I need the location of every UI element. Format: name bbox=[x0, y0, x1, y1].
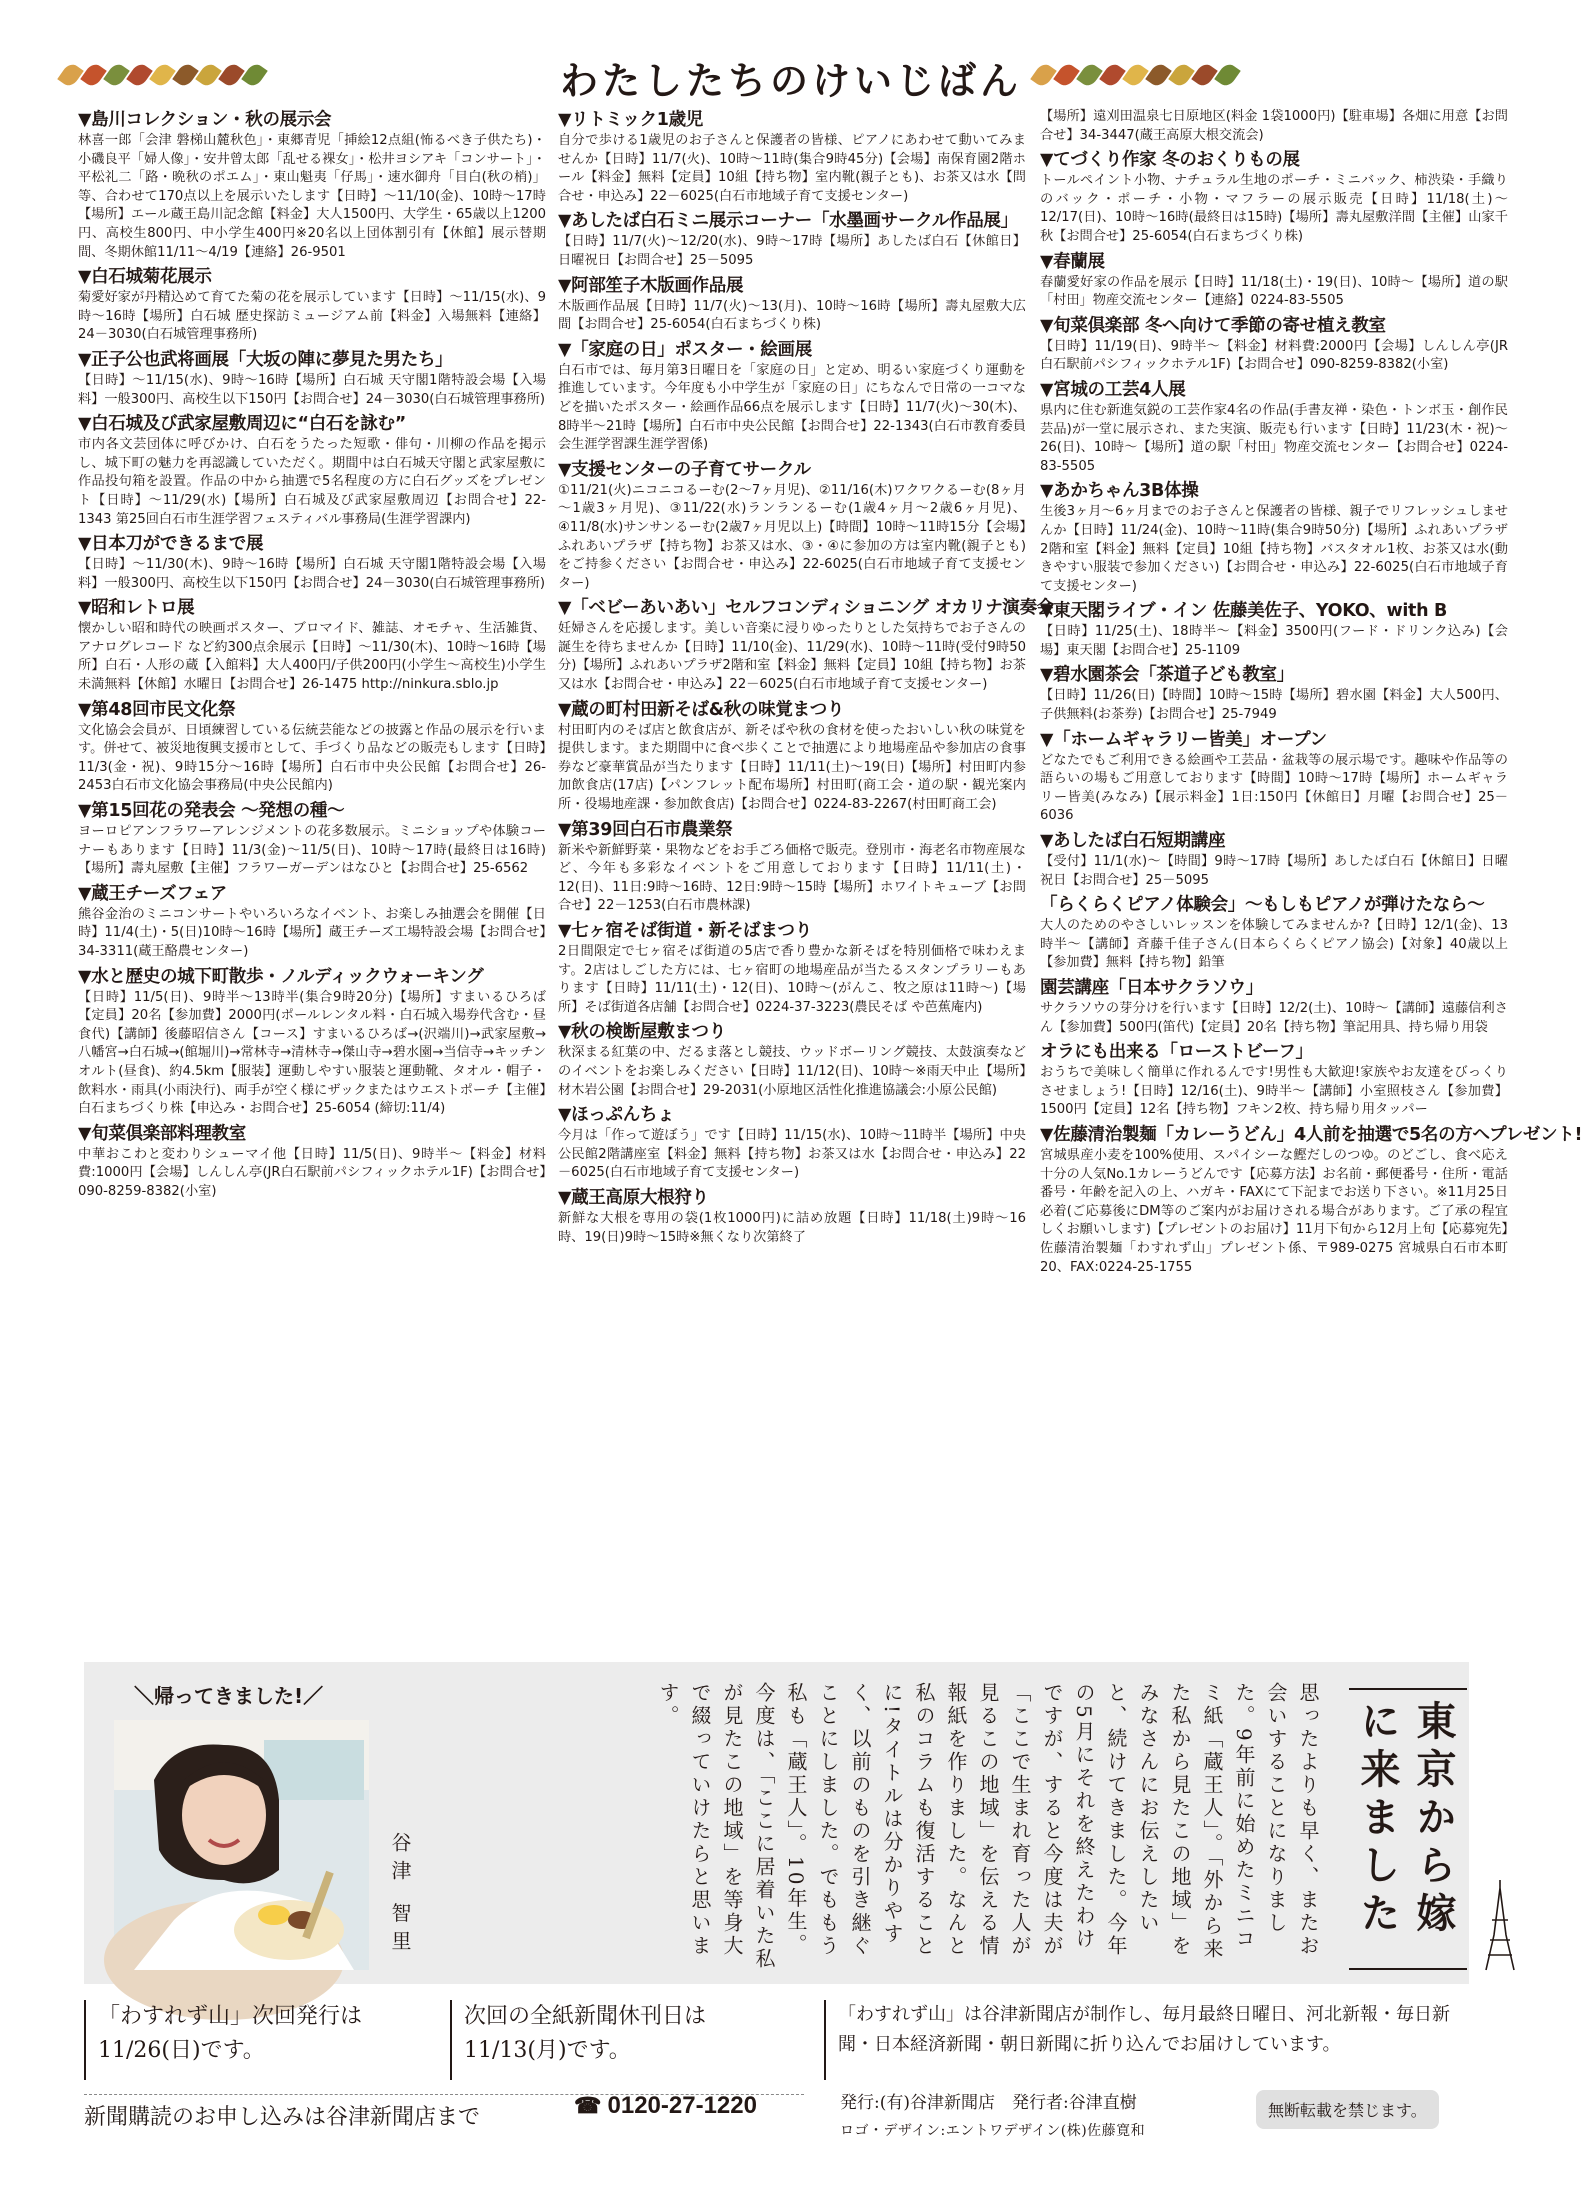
event-item bbox=[1040, 479, 1508, 596]
event-body: 大人のためのやさしいレッスンを体験してみませんか?【日時】12/1(金)、13時半～【講師】斉藤千佳子さん(日本らくらくピアノ協会)【対象】40歳以上【参加費】無料【持ち物】鉛筆 bbox=[1040, 918, 1508, 971]
event-item bbox=[1040, 976, 1508, 1037]
event-body: 【日時】～11/30(木)、9時～16時【場所】白石城 天守閣1階特設会場【入場料】一般300円、高校生以下150円【お問合せ】24－3030(白石城管理事務所) bbox=[78, 557, 546, 591]
event-body: 木版画作品展【日時】11/7(火)～13(月)、10時～16時【場所】壽丸屋敷大広間【お問合せ】25-6054(白石まちづくり株) bbox=[558, 298, 1026, 333]
event-title: ▼日本刀ができるまで展 bbox=[78, 534, 264, 555]
event-title: ▼第48回市民文化祭 bbox=[78, 699, 236, 720]
event-title: ▼「ホームギャラリー皆美」オープン bbox=[1040, 729, 1327, 750]
event-body: 熊谷金治のミニコンサートやいろいろなイベント、お楽しみ抽選会を開催【日時】11/4(土)・5(日)10時～16時【場所】蔵王チーズ工場特設会場【お問合せ】34-3311(蔵王酪農センター) bbox=[78, 906, 546, 959]
column-1 bbox=[78, 108, 546, 1648]
subscribe-text: 新聞購読のお申し込みは谷津新聞店まで bbox=[84, 2094, 804, 2135]
photo-label: ＼帰ってきました!／ bbox=[134, 1684, 324, 1708]
event-item bbox=[558, 274, 1026, 335]
event-item bbox=[558, 338, 1026, 455]
event-item bbox=[78, 596, 546, 694]
leaf-icon bbox=[1099, 61, 1126, 89]
event-title: ▼七ヶ宿そば街道・新そばまつり bbox=[558, 921, 812, 941]
event-body: 自分で歩ける1歳児のお子さんと保護者の皆様、ピアノにあわせて動いてみませんか【日時】11/7(火)、10時～11時(集合9時45分)【会場】南保育園2階ホール【料金】無料【定員】10組【持ち物】室内靴(親子とも)、お茶又は水【問合せ・申込み】22－6025(白石市地域子育て支援センター) bbox=[558, 133, 1026, 204]
leaf-icon bbox=[241, 61, 268, 89]
event-body: 2日間限定で七ヶ宿そば街道の5店で香り豊かな新そばを特別価格で味わえます。2店はしごした方には、七ヶ宿町の地場産品が当たるスタンプラリーもあります【日時】11/11(土)・12(日)、10時～(がんこ、牧之原は11時～)【場所】そば街道各店舗【お問合せ】0224-37-3223(農民そば や芭蕉庵内) bbox=[558, 944, 1026, 1015]
about-notice: 「わすれず山」は谷津新聞店が制作し、毎月最終日曜日、河北新報・毎日新聞・日本経済新聞・朝日新聞に折り込んでお届けしています。 bbox=[824, 2000, 1469, 2080]
event-title: ▼水と歴史の城下町散歩・ノルディックウォーキング bbox=[78, 966, 484, 987]
event-item bbox=[558, 458, 1026, 594]
leaf-icon bbox=[1076, 61, 1103, 89]
event-body: 【日時】11/7(火)～12/20(水)、9時～17時【場所】あしたば白石【休館日】日曜祝日【お問合せ】25－5095 bbox=[558, 234, 1026, 268]
event-title: ▼あかちゃん3B体操 bbox=[1040, 481, 1199, 502]
event-title: ▼宮城の工芸4人展 bbox=[1040, 379, 1186, 400]
event-body: 今月は「作って遊ぼう」です【日時】11/15(水)、10時～11時半【場所】中央公民館2階講座室【料金】無料【持ち物】お茶又は水【お問合せ・申込み】22－6025(白石市地域子育て支援センター) bbox=[558, 1128, 1026, 1181]
event-item bbox=[78, 799, 546, 879]
page-header bbox=[0, 50, 1553, 103]
publisher-info: 発行:(有)谷津新聞店 発行者:谷津直樹 bbox=[840, 2093, 1137, 2113]
event-title: ▼白石城及び武家屋敷周辺に“白石を詠む” bbox=[78, 414, 406, 435]
event-item bbox=[558, 108, 1026, 206]
event-item bbox=[558, 1103, 1026, 1183]
design-credit: ロゴ・デザイン:エントワデザイン(株)佐藤寛和 bbox=[840, 2123, 1146, 2139]
event-title: ▼佐藤清治製麺「カレーうどん」4人前を抽選で5名の方へプレゼント! bbox=[1040, 1124, 1582, 1145]
event-title: ▼島川コレクション・秋の展示会 bbox=[78, 110, 332, 130]
event-title: ▼リトミック1歳児 bbox=[558, 110, 704, 130]
event-title: ▼春蘭展 bbox=[1040, 251, 1105, 272]
event-title: ▼正子公也武将画展「大坂の陣に夢見た男たち」 bbox=[78, 349, 453, 370]
leaf-icon bbox=[126, 61, 153, 89]
event-body: 【日時】11/5(日)、9時半～13時半(集合9時20分)【場所】すまいるひろば【定員】20名【参加費】2000円(ポールレンタル料・白石城入場券代含む・昼食代)【講師】後藤昭信さん【コース】すまいるひろば→(沢端川)→武家屋敷→八幡宮→白石城→(館堀川)→常林寺→清林寺→傑山寺→碧水園→当信寺→キッチンオルト(昼食)、約4.5km【服装】運動しやすい服装と運動靴、タオル・帽子・飲料水・雨具(小雨決行)、両手が空く様にザックまたはウエストポーチ【主催】白石まちづくり株【申込み・お問合せ】25-6054 (締切:11/4) bbox=[78, 989, 546, 1117]
leaf-icon bbox=[80, 61, 107, 89]
event-body: 【日時】～11/15(水)、9時～16時【場所】白石城 天守閣1階特設会場【入場料】一般300円、高校生以下150円【お問合せ】24－3030(白石城管理事務所) bbox=[78, 372, 546, 407]
event-title: ▼碧水園茶会「茶道子ども教室」 bbox=[1040, 665, 1294, 686]
event-body: 新米や新鮮野菜・果物などをお手ごろ価格で販売。登別市・海老名市物産展など、今年も多彩なイベントをご用意しております【日時】11/11(土)・12(日)、11日:9時～16時、12日:9時～15時【場所】ホワイトキューブ【お問合せ】22－1253(白石市農林課) bbox=[558, 842, 1026, 914]
event-item bbox=[1040, 1040, 1508, 1120]
event-title: 園芸講座「日本サクラソウ」 bbox=[1040, 978, 1263, 998]
event-item bbox=[78, 108, 546, 262]
event-item bbox=[558, 919, 1026, 1017]
event-title: ▼あしたば白石短期講座 bbox=[1040, 831, 1226, 852]
event-item bbox=[78, 412, 546, 529]
leaf-icon bbox=[1053, 61, 1080, 89]
leaf-icon bbox=[149, 61, 176, 89]
event-title: 「らくらくピアノ体験会」～もしもピアノが弾けたなら～ bbox=[1040, 895, 1485, 916]
event-body: 市内各文芸団体に呼びかけ、白石をうたった短歌・俳句・川柳の作品を掲示し、城下町の魅力を再認識していただく。期間中は白石城天守閣と武家屋敷に作品投句箱を設置。作品の中から抽選で5名程度の方に白石グッズをプレゼント【日時】～11/29(水)【場所】白石城及び武家屋敷周辺【お問合せ】22-1343 第25回白石市生涯学習フェスティバル事務局(生涯学習課内) bbox=[78, 437, 546, 527]
event-item bbox=[558, 698, 1026, 815]
event-item bbox=[1040, 1123, 1582, 1277]
event-item bbox=[1040, 728, 1508, 826]
event-body: 【日時】11/19(日)、9時半～【料金】材料費:2000円【会場】しんしん亭(JR白石駅前パシフィックホテル1F)【お問合せ】090-8259-8382(小室) bbox=[1040, 338, 1508, 373]
event-title: ▼蔵王高原大根狩り bbox=[558, 1187, 709, 1208]
event-body: 【日時】11/25(土)、18時半～【料金】3500円(フード・ドリンク込み)【会場】東天閣【お問合せ】25-1109 bbox=[1040, 624, 1508, 658]
column-body: 思ったよりも早く、またお会いすることになりました。9年前に始めたミニコミ紙「蔵王人」。「外から来た私から見たこの地域」をみなさんにお伝えしたいと、続けてきました。今年の5月にそれを終えたわけですが、すると今度は夫が「ここで生まれ育った人が見るこの地域」を伝える情報紙を作りました。なんと私のコラムも復活することに!タイトルは分かりやすく、以前のものを引き継ぐことにしました。でももう私も「蔵王人」。10年生。今度は、「ここに居着いた私が見たこの地域」を等身大で綴っていけたらと思います。 bbox=[656, 1682, 1320, 1971]
event-title: ▼「ベビーあいあい」セルフコンディショニング オカリナ演奏会 bbox=[558, 598, 1054, 619]
event-title: ▼白石城菊花展示 bbox=[78, 267, 212, 288]
event-item bbox=[78, 265, 546, 345]
event-item bbox=[558, 1020, 1026, 1100]
leaf-icon bbox=[1191, 61, 1218, 89]
event-title: ▼旬菜倶楽部 冬へ向けて季節の寄せ植え教室 bbox=[1040, 315, 1386, 336]
event-title: ▼蔵王チーズフェア bbox=[78, 883, 228, 904]
no-copy-badge: 無断転載を禁じます。 bbox=[1256, 2090, 1439, 2129]
event-title: オラにも出来る「ローストビーフ」 bbox=[1040, 1042, 1313, 1063]
event-item bbox=[1040, 148, 1508, 246]
event-item bbox=[78, 965, 546, 1119]
event-title: ▼第39回白石市農業祭 bbox=[558, 819, 733, 840]
event-body: ①11/21(火)ニコニコるーむ(2～7ヶ月児)、②11/16(木)ワクワクるーむ(8ヶ月～1歳3ヶ月児)、③11/22(水)ランランるーむ(1歳4ヶ月～2歳6ヶ月児)、④11/8(水)サンサンるーむ(2歳7ヶ月児以上)【時間】10時～11時15分【会場】ふれあいプラザ【持ち物】お茶又は水、③・④に参加の方は室内靴(親子とも)をご持参ください【お問合せ・申込み】22-6025(白石市地域子育て支援センター) bbox=[558, 482, 1026, 591]
event-body: 秋深まる紅葉の中、だるま落とし競技、ウッドボーリング競技、太鼓演奏などのイベントをお楽しみください【日時】11/12(日)、10時～※雨天中止【場所】材木岩公園【お問合せ】29-2031(小原地区活性化推進協議会:小原公民館) bbox=[558, 1045, 1026, 1098]
leaf-icon bbox=[1145, 61, 1172, 89]
event-body: 【受付】11/1(水)～【時間】9時～17時【場所】あしたば白石【休館日】日曜祝日【お問合せ】25－5095 bbox=[1040, 854, 1508, 888]
event-title: ▼蔵の町村田新そば&秋の味覚まつり bbox=[558, 699, 845, 720]
event-item bbox=[78, 882, 546, 962]
event-item bbox=[78, 698, 546, 796]
event-body: 林喜一郎「会津 磐梯山麓秋色」・東郷青児「挿絵12点組(怖るべき子供たち)・小磯良平「婦人像」・安井曾太郎「乱せる裸女」・松井ヨシアキ「コンサート」・平松礼二「路・晩秋のポエム」・東山魁夷「仔馬」・速水御舟「目白(秋の梢)」等、合わせて170点以上を展示いたします【日時】～11/10(金)、10時～17時【場所】エール蔵王島川記念館【料金】大人1500円、大学生・65歳以上1200円、高校生800円、中小学生400円※20名以上団体割引有【休館】展示替期間、冬期休館11/11～4/19【連絡】26-9501 bbox=[78, 133, 546, 260]
event-body: 新鮮な大根を専用の袋(1枚1000円)に詰め放題【日時】11/18(土)9時～16時、19(日)9時～15時※無くなり次第終了 bbox=[558, 1210, 1026, 1245]
bulletin-columns bbox=[48, 108, 1582, 1648]
leaf-icon bbox=[1214, 61, 1241, 89]
event-title: ▼「家庭の日」ポスター・絵画展 bbox=[558, 339, 812, 360]
event-body: 春蘭愛好家の作品を展示【日時】11/18(土)・19(日)、10時～【場所】道の駅「村田」物産交流センター【連絡】0224-83-5505 bbox=[1040, 274, 1508, 309]
leaf-icon bbox=[1030, 61, 1057, 89]
event-body: サクラソウの芽分けを行います【日時】12/2(土)、10時～【講師】遠藤信利さん【参加費】500円(笛代)【定員】20名【持ち物】筆記用具、持ち帰り用袋 bbox=[1040, 1001, 1508, 1035]
next-issue-notice: 「わすれず山」次回発行は11/26(日)です。 bbox=[84, 2000, 404, 2080]
event-body: トールペイント小物、ナチュラル生地のポーチ・ミニバック、柿渋染・手織りのバック・ポーチ・小物・マフラーの展示販売【日時】11/18(土)～12/17(日)、10時～16時(最終日は15時)【場所】壽丸屋敷洋間【主催】山家千秋【お問合せ】25-6054(白石まちづくり株) bbox=[1040, 173, 1508, 244]
leaf-icon bbox=[172, 61, 199, 89]
phone-number: 0120-27-1220 bbox=[607, 2092, 757, 2119]
column-author: 谷津 智里 bbox=[388, 1832, 412, 1959]
leaf-icon bbox=[1168, 61, 1195, 89]
event-body: どなたでもご利用できる絵画や工芸品・盆栽等の展示場です。趣味や作品等の語らいの場もご用意しております【時間】10時～17時【場所】ホームギャラリー皆美(みなみ)【展示料金】1日:150円【休館日】月曜【お問合せ】25－6036 bbox=[1040, 752, 1508, 824]
event-title: ▼第15回花の発表会 ～発想の種～ bbox=[78, 801, 345, 822]
author-photo-illustration bbox=[114, 1720, 369, 1970]
event-title: ▼支援センターの子育てサークル bbox=[558, 459, 811, 480]
event-item bbox=[558, 1186, 1026, 1247]
free-dial-number[interactable] bbox=[574, 2092, 757, 2120]
event-item bbox=[558, 818, 1026, 916]
leaf-icon bbox=[57, 61, 84, 89]
event-title: ▼ほっぷんちょ bbox=[558, 1105, 675, 1126]
event-body: 宮城県産小麦を100%使用、スパイシーな鰹だしのつゆ。のどごし、食べ応え十分の人気No.1カレーうどんです【応募方法】お名前・郵便番号・住所・電話番号・年齢を記入の上、ハガキ・FAXにて下記までお送り下さい。※11月25日必着(ご応募後にDM等のご案内がお届けされる場合があります。ご了承の程宜しくお願いします)【プレゼントのお届け】11月下旬から12月上旬【応募宛先】佐藤清治製麺「わすれず山」プレゼント係、〒989-0275 宮城県白石市本町20、FAX:0224-25-1755 bbox=[1040, 1147, 1508, 1275]
event-title: ▼昭和レトロ展 bbox=[78, 598, 195, 619]
column-title: 東京から嫁に来ました bbox=[1349, 1688, 1467, 1970]
event-body: ヨーロピアンフラワーアレンジメントの花多数展示。ミニショップや体験コーナーもあります【日時】11/3(金)～11/5(日)、10時～17時(最終日は16時)【場所】壽丸屋敷【主催】フラワーガーデンはなひと【お問合せ】25-6562 bbox=[78, 824, 546, 877]
author-photo bbox=[114, 1720, 369, 1970]
event-item bbox=[558, 596, 1054, 694]
column-2 bbox=[558, 108, 1054, 1648]
leaf-decoration-right bbox=[1035, 64, 1236, 86]
event-item bbox=[1040, 663, 1508, 724]
event-item bbox=[78, 348, 546, 409]
tokyo-tower-icon bbox=[1480, 1880, 1520, 1970]
event-item bbox=[78, 532, 546, 593]
event-item bbox=[1040, 893, 1508, 973]
event-title: ▼てづくり作家 冬のおくりもの展 bbox=[1040, 150, 1300, 171]
event-title: ▼東天閣ライブ・イン 佐藤美佐子、YOKO、with B bbox=[1040, 601, 1448, 622]
column-feature bbox=[84, 1662, 1469, 1984]
page-footer bbox=[84, 1990, 1469, 2170]
event-item bbox=[1040, 829, 1508, 890]
event-body: 生後3ヶ月～6ヶ月までのお子さんと保護者の皆様、親子でリフレッシュしませんか【日時】11/24(金)、10時～11時(集合9時50分)【場所】ふれあいプラザ2階和室【料金】無料【定員】10組【持ち物】バスタオル1枚、お茶又は水(動きやすい服装で参加ください)【お問合せ・申込み】22-6025(白石市地域子育て支援センター) bbox=[1040, 504, 1508, 594]
event-title: ▼阿部笙子木版画作品展 bbox=[558, 275, 744, 296]
event-body: 妊婦さんを応援します。美しい音楽に浸りゆったりとした気持ちでお子さんの誕生を待ちませんか【日時】11/10(金)、11/29(水)、10時～11時(受付9時50分)【場所】ふれあいプラザ2階和室【料金】無料【定員】10組【持ち物】お茶又は水【お問合せ・申込み】22－6025(白石市地域子育て支援センター) bbox=[558, 621, 1026, 693]
event-body: おうちで美味しく簡単に作れるんです!男性も大歓迎!家族やお友達をびっくりさせましょう!【日時】12/16(土)、9時半～【講師】小室照枝さん【参加費】1500円【定員】12名【持ち物】フキン2枚、持ち帰り用タッパー bbox=[1040, 1065, 1508, 1118]
leaf-icon bbox=[195, 61, 222, 89]
event-item bbox=[1040, 378, 1508, 476]
event-body: 県内に住む新進気鋭の工芸作家4名の作品(手書友禅・染色・トンボ玉・創作民芸品)が一堂に展示され、また実演、販売も行います【日時】11/23(木・祝)～26(日)、10時～【場所】道の駅「村田」物産交流センター【お問合せ】0224-83-5505 bbox=[1040, 402, 1508, 474]
page-title: わたしたちのけいじばん bbox=[560, 59, 1023, 103]
event-body: 菊愛好家が丹精込めて育てた菊の花を展示しています【日時】～11/15(水)、9時～16時【場所】白石城 歴史探訪ミュージアム前【料金】入場無料【連絡】24－3030(白石城管理事務所) bbox=[78, 290, 546, 343]
event-item bbox=[1040, 250, 1508, 311]
holiday-notice: 次回の全紙新聞休刊日は11/13(月)です。 bbox=[450, 2000, 790, 2080]
event-title: ▼あしたば白石ミニ展示コーナー「水墨画サークル作品展」 bbox=[558, 211, 1018, 232]
event-title: ▼旬菜倶楽部料理教室 bbox=[78, 1123, 246, 1144]
column-3 bbox=[1040, 108, 1582, 1648]
event-item bbox=[1040, 599, 1508, 660]
event-body: 白石市では、毎月第3日曜日を「家庭の日」と定め、明るい家庭づくり運動を推進しています。今年度も小中学生が「家庭の日」にちなんで日常の一コマなどを描いたポスター・絵画作品66点を展示します【日時】11/7(火)～30(木)、8時半～21時【場所】白石市中央公民館【お問合せ】22-1343(白石市教育委員会生涯学習課生涯学習係) bbox=[558, 362, 1026, 453]
event-title: ▼秋の検断屋敷まつり bbox=[558, 1022, 726, 1043]
event-item bbox=[78, 1122, 546, 1202]
event-body: 文化協会会員が、日頃練習している伝統芸能などの披露と作品の展示を行います。併せて、被災地復興支援市として、手づくり品などの販売もします【日時】11/3(金・祝)、9時15分～16時【場所】白石市中央公民館【お問合せ】26-2453白石市文化協会事務局(中央公民館内) bbox=[78, 722, 546, 794]
event-body: 中華おこわと変わりシューマイ他【日時】11/5(日)、9時半～【料金】材料費:1000円【会場】しんしん亭(JR白石駅前パシフィックホテル1F)【お問合せ】090-8259-8382(小室) bbox=[78, 1146, 546, 1199]
free-dial-icon: ☎ bbox=[574, 2093, 608, 2118]
leaf-icon bbox=[103, 61, 130, 89]
event-body: 【場所】遠刈田温泉七日原地区(料金 1袋1000円)【駐車場】各畑に用意【お問合せ】34-3447(蔵王高原大根交流会) bbox=[1040, 109, 1508, 143]
event-item bbox=[1040, 314, 1508, 375]
event-item bbox=[1040, 108, 1508, 145]
leaf-icon bbox=[218, 61, 245, 89]
leaf-icon bbox=[1122, 61, 1149, 89]
event-body: 【日時】11/26(日)【時間】10時～15時【場所】碧水園【料金】大人500円、子供無料(お茶券)【お問合せ】25-7949 bbox=[1040, 688, 1508, 723]
event-body: 村田町内のそば店と飲食店が、新そばや秋の食材を使ったおいしい秋の味覚を提供します。また期間中に食べ歩くことで抽選により地場産品や参加店の食事券など豪華賞品が当たります【日時】11/11(土)～19(日)【場所】村田町内参加飲食店(17店)【パンフレット配布場所】村田町(商工会・道の駅・観光案内所・役場地産課・参加飲食店)【お問合せ】0224-83-2267(村田町商工会) bbox=[558, 722, 1026, 813]
event-body: 懐かしい昭和時代の映画ポスター、ブロマイド、雑誌、オモチャ、生活雑貨、アナログレコード など約300点余展示【日時】～11/30(木)、10時～16時【場所】白石・人形の蔵【入館料】大人400円/子供200円(小学生～高校生)小学生未満無料【休館】水曜日【お問合せ】26-1475 http://ninkura.sblo.jp bbox=[78, 621, 546, 693]
event-item bbox=[558, 209, 1026, 270]
leaf-decoration-left bbox=[62, 64, 263, 86]
